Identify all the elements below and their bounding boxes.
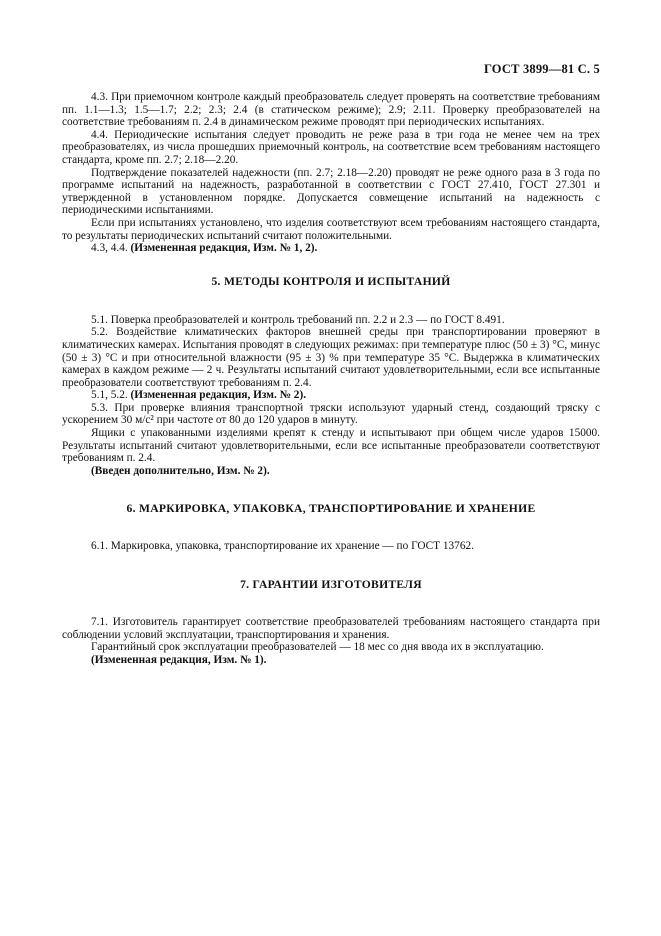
section-6-heading: 6. МАРКИРОВКА, УПАКОВКА, ТРАНСПОРТИРОВАНИЕ И ХРАНЕНИЕ: [126, 502, 536, 516]
paragraph-warranty: Гарантийный срок эксплуатации преобразователей — 18 мес со дня ввода их в эксплуатацию.: [91, 641, 544, 654]
section-5-heading: 5. МЕТОДЫ КОНТРОЛЯ И ИСПЫТАНИЙ: [211, 274, 451, 288]
page-header: ГОСТ 3899—81 С. 5: [483, 62, 600, 76]
paragraph-4-4: 4.4. Периодические испытания следует проводить не реже раза в три года не менее чем на трех преобразователях, из числа прошедших приемочный контроль, на соответствие всем требованиям настоящего стандарта, кроме пп. 2.7; 2.18—2.20.: [62, 128, 600, 166]
document-page: [62, 62, 600, 666]
section-7-body: [62, 616, 600, 666]
amendment-note-5a-prefix: 5.1, 5.2.: [91, 389, 128, 402]
amendment-note-5b: (Введен дополнительно, Изм. № 2).: [91, 464, 270, 477]
paragraph-5-3: 5.3. При проверке влияния транспортной тряски используют ударный стенд, создающий тряску с ускорением 30 м/с² при частоте от 80 до 120 ударов в минуту.: [62, 401, 600, 427]
section-5-body: [62, 314, 600, 478]
amendment-note-4-prefix: 4.3, 4.4.: [91, 242, 128, 255]
paragraph-5-2: 5.2. Воздействие климатических факторов внешней среды при транспортировании проверяют в климатических камерах. Испытания проводят в следующих режимах: при температуре плюс (50 ± 3) °С, минус (50 ± 3) °С и при относительной влажности (95 ± 3) % при температуре 35 °С. Выдержка в климатических камерах в каждом режиме — 2 ч. Результаты испытаний считают удовлетворительными, если все испытанные преобразователи соответствуют требованиям п. 2.4.: [62, 326, 600, 389]
paragraph-6-1: 6.1. Маркировка, упаковка, транспортирование их хранение — по ГОСТ 13762.: [91, 540, 474, 553]
paragraph-reliability: Подтверждение показателей надежности (пп. 2.7; 2.18—2.20) проводят не реже одного раза в 3 года по программе испытаний на надежность, разработанной в соответствии с ГОСТ 27.410, ГОСТ 27.301 и утвержденной в установленном порядке. Допускается совмещение испытаний на надежность с периодическими испытаниями.: [62, 166, 600, 217]
paragraph-boxes: Ящики с упакованными изделиями крепят к стенду и испытывают при общем числе ударов 15000. Результаты испытаний считают удовлетворительными, если все испытанные преобразователи соответствуют требованиям п. 2.4.: [62, 427, 600, 465]
amendment-note-5a-text: (Измененная редакция, Изм. № 2).: [130, 389, 307, 402]
section-4-body: [62, 91, 600, 255]
paragraph-4-3: 4.3. При приемочном контроле каждый преобразователь следует проверять на соответствие требованиям пп. 1.1—1.3; 1.5—1.7; 2.2; 2.3; 2.4 (в статическом режиме); 2.9; 2.11. Проверку преобразователей на соответствие требованиям п. 2.4 в динамическом режиме проводят при периодических испытаниях.: [62, 91, 600, 129]
paragraph-5-1: 5.1. Поверка преобразователей и контроль требований пп. 2.2 и 2.3 — по ГОСТ 8.491.: [91, 313, 505, 326]
amendment-note-4: [62, 242, 600, 255]
paragraph-results: Если при испытаниях установлено, что изделия соответствуют всем требованиям настоящего стандарта, то результаты периодических испытаний считают положительными.: [62, 216, 600, 242]
amendment-note-5a: [62, 389, 600, 402]
paragraph-7-1: 7.1. Изготовитель гарантирует соответствие преобразователей требованиям настоящего стандарта при соблюдении условий эксплуатации, транспортирования и хранения.: [62, 616, 600, 641]
section-6-body: [62, 540, 600, 553]
amendment-note-7: (Измененная редакция, Изм. № 1).: [91, 653, 267, 666]
amendment-note-4-text: (Измененная редакция, Изм. № 1, 2).: [130, 242, 318, 255]
section-7-heading: 7. ГАРАНТИИ ИЗГОТОВИТЕЛЯ: [240, 578, 422, 592]
